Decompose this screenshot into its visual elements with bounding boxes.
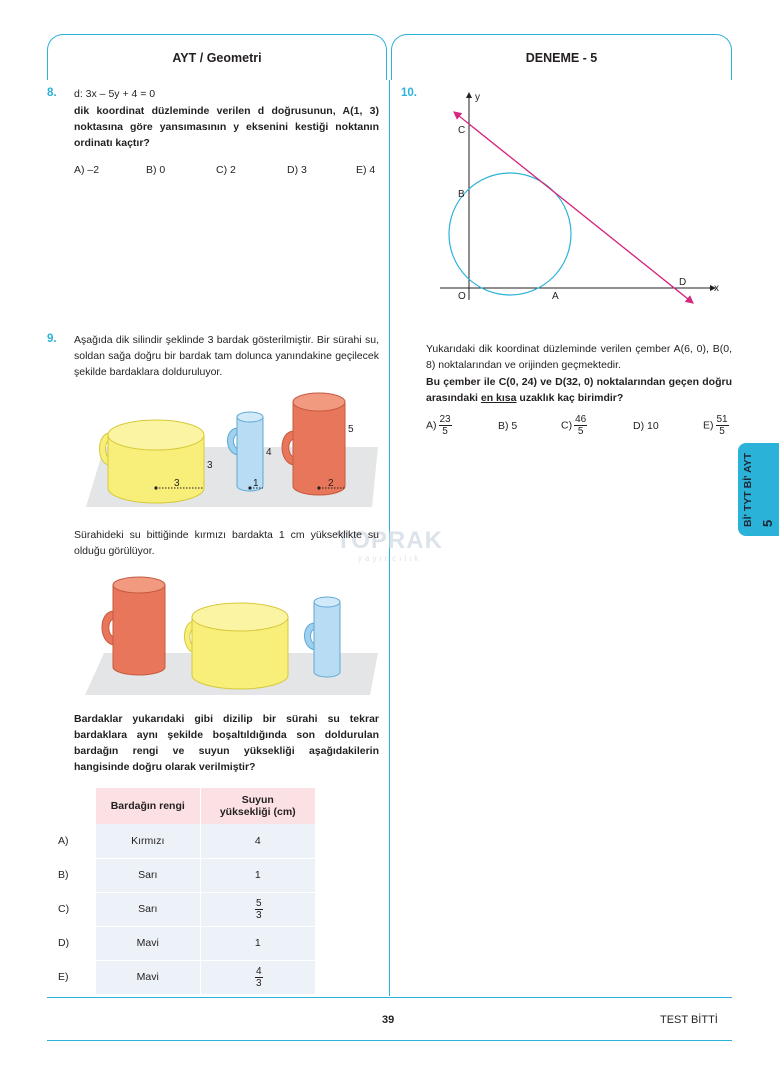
label-d: D (679, 277, 687, 288)
table-header-color: Bardağın rengi (96, 788, 200, 824)
q8-equation: d: 3x – 5y + 4 = 0 (74, 88, 156, 100)
q8-option-c: C) 2 (216, 164, 236, 176)
yellow-glass-1 (100, 420, 205, 503)
red-radius-label: 2 (328, 478, 334, 489)
q10-option-c: C) $\frac{46}{5}$ (561, 414, 587, 437)
row-color-e: Mavi (96, 960, 200, 994)
header-left-title: AYT / Geometri (172, 51, 262, 65)
label-y: y (475, 92, 480, 103)
row-height-e: $\frac{4}{3}$ (200, 960, 315, 994)
table-header-height: Suyun yüksekliği (cm) (200, 788, 315, 824)
table-row (58, 926, 315, 960)
header-right-title: DENEME - 5 (525, 51, 598, 65)
q8-option-d: D) 3 (287, 164, 307, 176)
yellow-glass-2 (185, 603, 289, 689)
q10-option-a: A) $\frac{23}{5}$ (426, 414, 451, 437)
yellow-radius-label: 3 (174, 478, 180, 489)
yellow-height-label: 3 (207, 460, 213, 471)
q8-option-e: E) 4 (356, 164, 376, 176)
test-end-text: TEST BİTTİ (660, 1014, 718, 1026)
q9-answer-table (58, 788, 315, 995)
row-color-b: Sarı (96, 858, 200, 892)
label-o: O (458, 291, 466, 302)
blue-radius-label: 1 (253, 478, 259, 489)
q9-question: Bardaklar yukarıdaki gibi dizilip bir sürahi su tekrar bardaklara aynı şekilde boşaltıldığında son doldurulan bardağın rengi ve suyun yüksekliği aşağıdakilerin hangisinde doğru olarak verilmiştir? (74, 713, 379, 773)
label-c: C (458, 125, 466, 136)
q9-number: 9. (47, 333, 57, 345)
q9-figure-1 (80, 385, 380, 515)
header-right (391, 34, 732, 80)
q10-option-b: B) 5 (498, 420, 518, 432)
blue-height-label: 4 (266, 447, 272, 458)
q10-option-d: D) 10 (633, 420, 659, 432)
row-color-d: Mavi (96, 926, 200, 960)
page-number: 39 (382, 1014, 395, 1026)
side-tab (738, 443, 779, 536)
row-height-a: 4 (200, 824, 315, 858)
row-letter-a: A) (58, 835, 69, 847)
label-a: A (552, 291, 559, 302)
header-left (47, 34, 387, 80)
row-color-c: Sarı (96, 892, 200, 926)
q8-option-b: B) 0 (146, 164, 166, 176)
footer-top-line (47, 997, 732, 998)
label-b: B (458, 189, 465, 200)
row-color-a: Kırmızı (96, 824, 200, 858)
table-row (58, 892, 315, 926)
watermark-sub: yayıncılık (358, 554, 422, 563)
red-height-label: 5 (348, 424, 354, 435)
label-x: x (714, 283, 719, 294)
side-tab-label: Bİ' TYT Bİ' AYT (742, 452, 754, 527)
watermark-brand: TOPRAK (336, 527, 443, 554)
row-height-b: 1 (200, 858, 315, 892)
table-row (58, 824, 315, 858)
q10-number: 10. (401, 87, 417, 99)
q9-intro: Aşağıda dik silindir şeklinde 3 bardak gösterilmiştir. Bir sürahi su, soldan sağa doğru bir bardak tam dolunca yanındakine geçilecek şekilde bardaklara dolduruluyor. (74, 334, 379, 378)
table-row (58, 960, 315, 994)
q8-option-a: A) –2 (74, 164, 100, 176)
row-height-d: 1 (200, 926, 315, 960)
underlined-text: en kısa (480, 392, 517, 404)
q10-question: Bu çember ile C(0, 24) ve D(32, 0) noktalarından geçen doğru arasındaki en kısa uzaklık kaç birimdir? (426, 376, 732, 404)
q9-middle-text: Sürahideki su bittiğinde kırmızı bardakta 1 cm yükseklikte su olduğu görülüyor. (74, 529, 379, 557)
q8-number: 8. (47, 87, 57, 99)
row-letter-b: B) (58, 869, 69, 881)
row-letter-e: E) (58, 971, 69, 983)
row-letter-c: C) (58, 903, 70, 915)
row-height-c: $\frac{5}{3}$ (200, 892, 315, 926)
table-row (58, 858, 315, 892)
q8-question: dik koordinat düzleminde verilen d doğrusunun, A(1, 3) noktasına göre yansımasının y eksenini kestiği noktanın ordinatı kaçtır? (74, 105, 379, 149)
q10-option-e: E) $\frac{51}{5}$ (703, 414, 728, 437)
q10-figure (430, 85, 730, 315)
side-tab-number: 5 (760, 519, 775, 527)
q10-intro: Yukarıdaki dik koordinat düzleminde verilen çember A(6, 0), B(0, 8) noktalarından ve orijinden geçmektedir. (426, 343, 732, 371)
row-letter-d: D) (58, 937, 70, 949)
q9-figure-2 (80, 575, 380, 700)
footer-bottom-line (47, 1040, 732, 1041)
